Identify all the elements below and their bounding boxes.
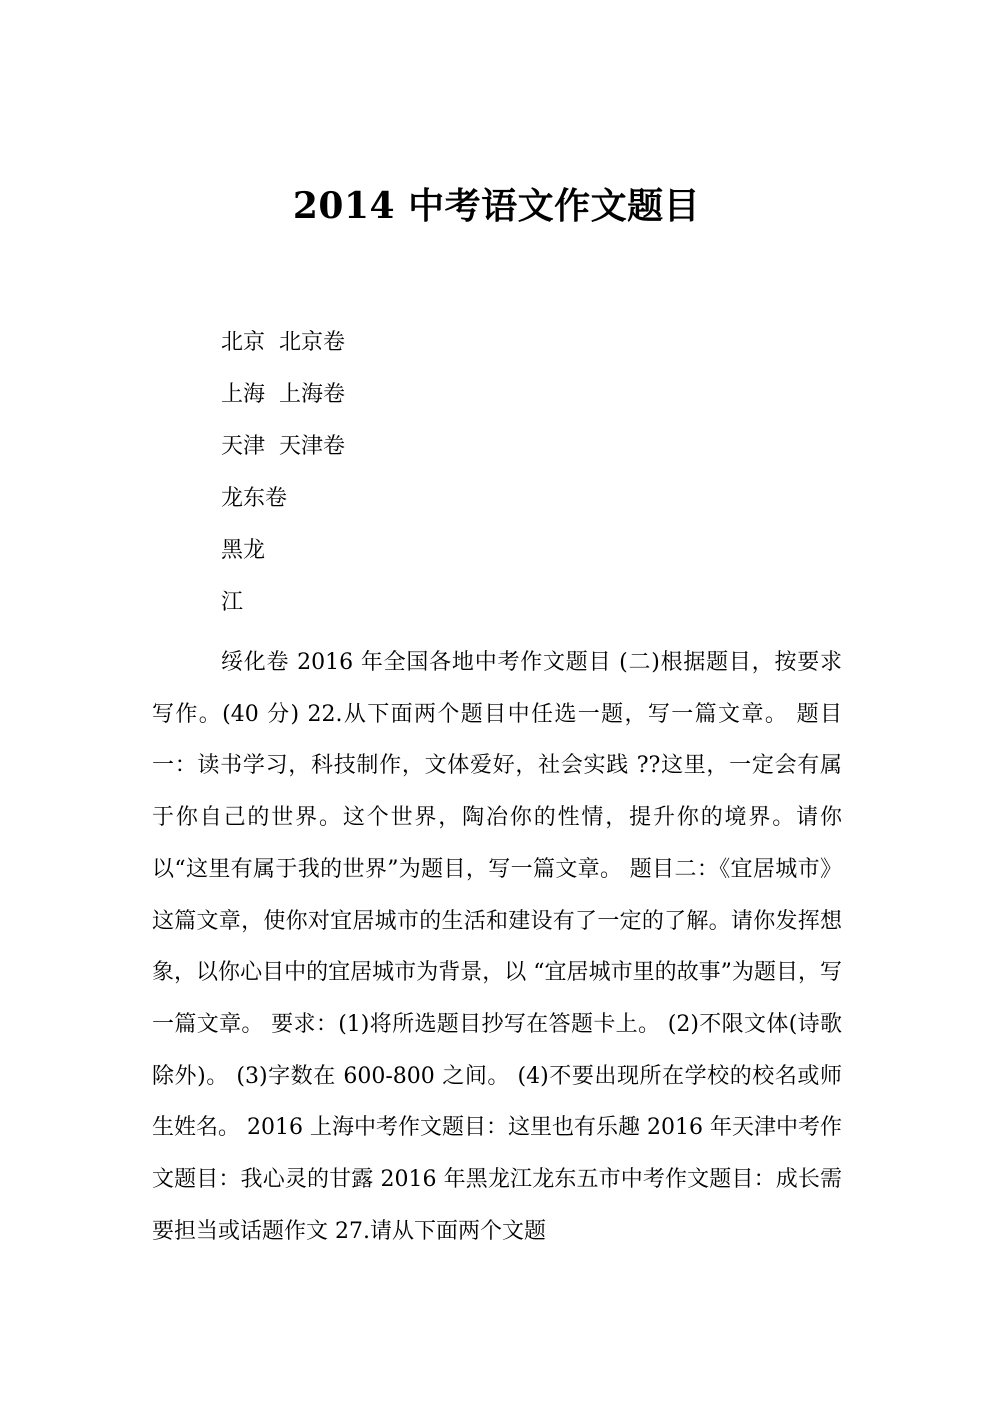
region-line-heilong: 黑龙 [221,538,266,563]
region-line-beijing: 北京 北京卷 [221,330,345,355]
region-line-shanghai: 上海 上海卷 [221,382,345,407]
region-line-longdong: 龙东卷 [221,486,288,511]
region-line-jiang: 江 [221,590,244,615]
document-title: 2014 中考语文作文题目 [292,185,701,227]
region-line-tianjin: 天津 天津卷 [221,434,345,459]
body-paragraph: 绥化卷 2016 年全国各地中考作文题目 (二)根据题目，按要求写作。(40 分) 22.从下面两个题目中任选一题，写一篇文章。 题目一：读书学习，科技制作，文体爱好，社会实践 ??这里，一定会有属于你自己的世界。这个世界，陶冶你的性情，提升你的境界。请你以“这里有属于我的世界”为题目，写一篇文章。 题目二：《宜居城市》这篇文章，使你对宜居城市的生活和建设有了一定的了解。请你发挥想象，以你心目中的宜居城市为背景，以 “宜居城市里的故事”为题目，写一篇文章。 要求：(1)将所选题目抄写在答题卡上。 (2)不限文体(诗歌除外)。 (3)字数在 600-800 之间。 (4)不要出现所在学校的校名或师生姓名。 2016 上海中考作文题目：这里也有乐趣 2016 年天津中考作文题目：我心灵的甘露 2016 年黑龙江龙东五市中考作文题目：成长需要担当或话题作文 27.请从下面两个文题 [152,650,842,1244]
